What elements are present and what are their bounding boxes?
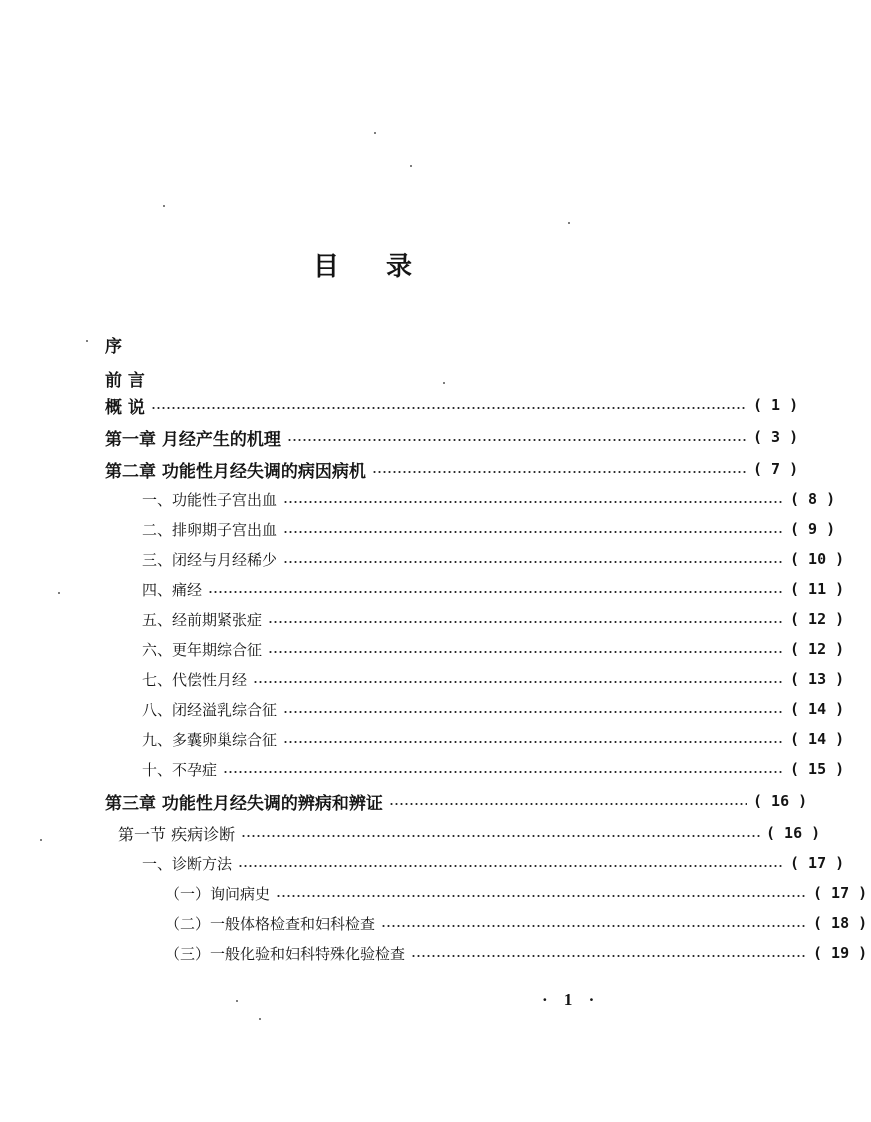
toc-page-number: ( 11 ): [790, 580, 845, 598]
toc-label: 一、诊断方法: [142, 854, 233, 873]
toc-row: [0, 788, 811, 814]
toc-label: （二）一般体格检查和妇科检查: [165, 914, 376, 933]
dot-leader: [268, 651, 784, 653]
toc-label: 六、更年期综合征: [142, 640, 263, 659]
toc-page-number: ( 10 ): [790, 550, 845, 568]
toc-row: [0, 910, 871, 936]
toc-page-number: ( 14 ): [790, 730, 845, 748]
toc-label: 第二章 功能性月经失调的病因病机: [105, 461, 366, 482]
dot-leader: [283, 501, 784, 503]
toc-row: [0, 880, 871, 906]
toc-label: 概 说: [105, 397, 145, 418]
toc-row: [0, 424, 811, 450]
toc-row: [0, 576, 848, 602]
toc-page-number: ( 13 ): [790, 670, 845, 688]
toc-page-number: ( 17 ): [790, 854, 845, 872]
dot-leader: [372, 471, 747, 473]
scan-speck: [86, 340, 88, 342]
scan-speck: [410, 165, 412, 167]
toc-row: [0, 940, 871, 966]
toc-label: 八、闭经溢乳综合征: [142, 700, 278, 719]
scan-speck: [259, 1018, 261, 1020]
dot-leader: [411, 955, 807, 957]
toc-label: 第一章 月经产生的机理: [105, 429, 281, 450]
scan-speck: [58, 592, 60, 594]
dot-leader: [381, 925, 807, 927]
dot-leader: [283, 711, 784, 713]
toc-label: 一、功能性子宫出血: [142, 490, 278, 509]
toc-label: 十、不孕症: [142, 760, 218, 779]
toc-label: 四、痛经: [142, 580, 203, 599]
toc-preface: 序: [105, 337, 122, 357]
toc-label: 五、经前期紧张症: [142, 610, 263, 629]
toc-page-number: ( 9 ): [790, 520, 836, 538]
toc-page-number: ( 18 ): [813, 914, 868, 932]
toc-page-number: ( 8 ): [790, 490, 836, 508]
dot-leader: [151, 407, 747, 409]
toc-row: [0, 392, 811, 418]
dot-leader: [287, 439, 747, 441]
dot-leader: [208, 591, 784, 593]
title-char-2: 录: [386, 252, 413, 282]
dot-leader: [276, 895, 807, 897]
dot-leader: [389, 803, 747, 805]
dot-leader: [223, 771, 784, 773]
toc-row: [0, 486, 848, 512]
dot-leader: [283, 741, 784, 743]
toc-page-number: ( 14 ): [790, 700, 845, 718]
toc-row: [0, 456, 811, 482]
toc-page-number: ( 1 ): [753, 396, 799, 414]
toc-page-number: ( 15 ): [790, 760, 845, 778]
scan-speck: [568, 222, 570, 224]
toc-label: （三）一般化验和妇科特殊化验检查: [165, 944, 406, 963]
scan-speck: [374, 132, 376, 134]
scan-speck: [163, 205, 165, 207]
dot-leader: [241, 835, 760, 837]
page-folio: · 1 ·: [542, 990, 601, 1009]
toc-page-number: ( 16 ): [753, 792, 808, 810]
toc-page-number: ( 12 ): [790, 640, 845, 658]
toc-page-number: ( 12 ): [790, 610, 845, 628]
toc-label: 第一节 疾病诊断: [118, 824, 236, 844]
dot-leader: [283, 561, 784, 563]
scan-speck: [236, 1000, 238, 1002]
toc-label: 三、闭经与月经稀少: [142, 550, 278, 569]
toc-row: [0, 516, 848, 542]
toc-label: 九、多囊卵巢综合征: [142, 730, 278, 749]
toc-label: 七、代偿性月经: [142, 670, 248, 689]
toc-label: 第三章 功能性月经失调的辨病和辨证: [105, 793, 383, 814]
toc-row: [0, 546, 848, 572]
toc-row: [0, 606, 848, 632]
toc-page-number: ( 16 ): [766, 824, 821, 842]
scan-speck: [40, 839, 42, 841]
toc-page-number: ( 17 ): [813, 884, 868, 902]
title-char-1: 目: [313, 252, 340, 282]
toc-row: [0, 666, 848, 692]
dot-leader: [238, 865, 784, 867]
toc-row: [0, 820, 824, 846]
toc-row: [0, 636, 848, 662]
toc-label: （一）询问病史: [165, 884, 271, 903]
toc-page-number: ( 3 ): [753, 428, 799, 446]
toc-row: [0, 726, 848, 752]
dot-leader: [268, 621, 784, 623]
toc-row: [0, 756, 848, 782]
toc-label: 二、排卵期子宫出血: [142, 520, 278, 539]
toc-row: [0, 850, 848, 876]
toc-page-number: ( 19 ): [813, 944, 868, 962]
toc-foreword: 前 言: [105, 371, 145, 391]
dot-leader: [283, 531, 784, 533]
page-title: [0, 246, 706, 282]
scan-speck: [443, 382, 445, 384]
dot-leader: [253, 681, 784, 683]
toc-row: [0, 696, 848, 722]
toc-page-number: ( 7 ): [753, 460, 799, 478]
